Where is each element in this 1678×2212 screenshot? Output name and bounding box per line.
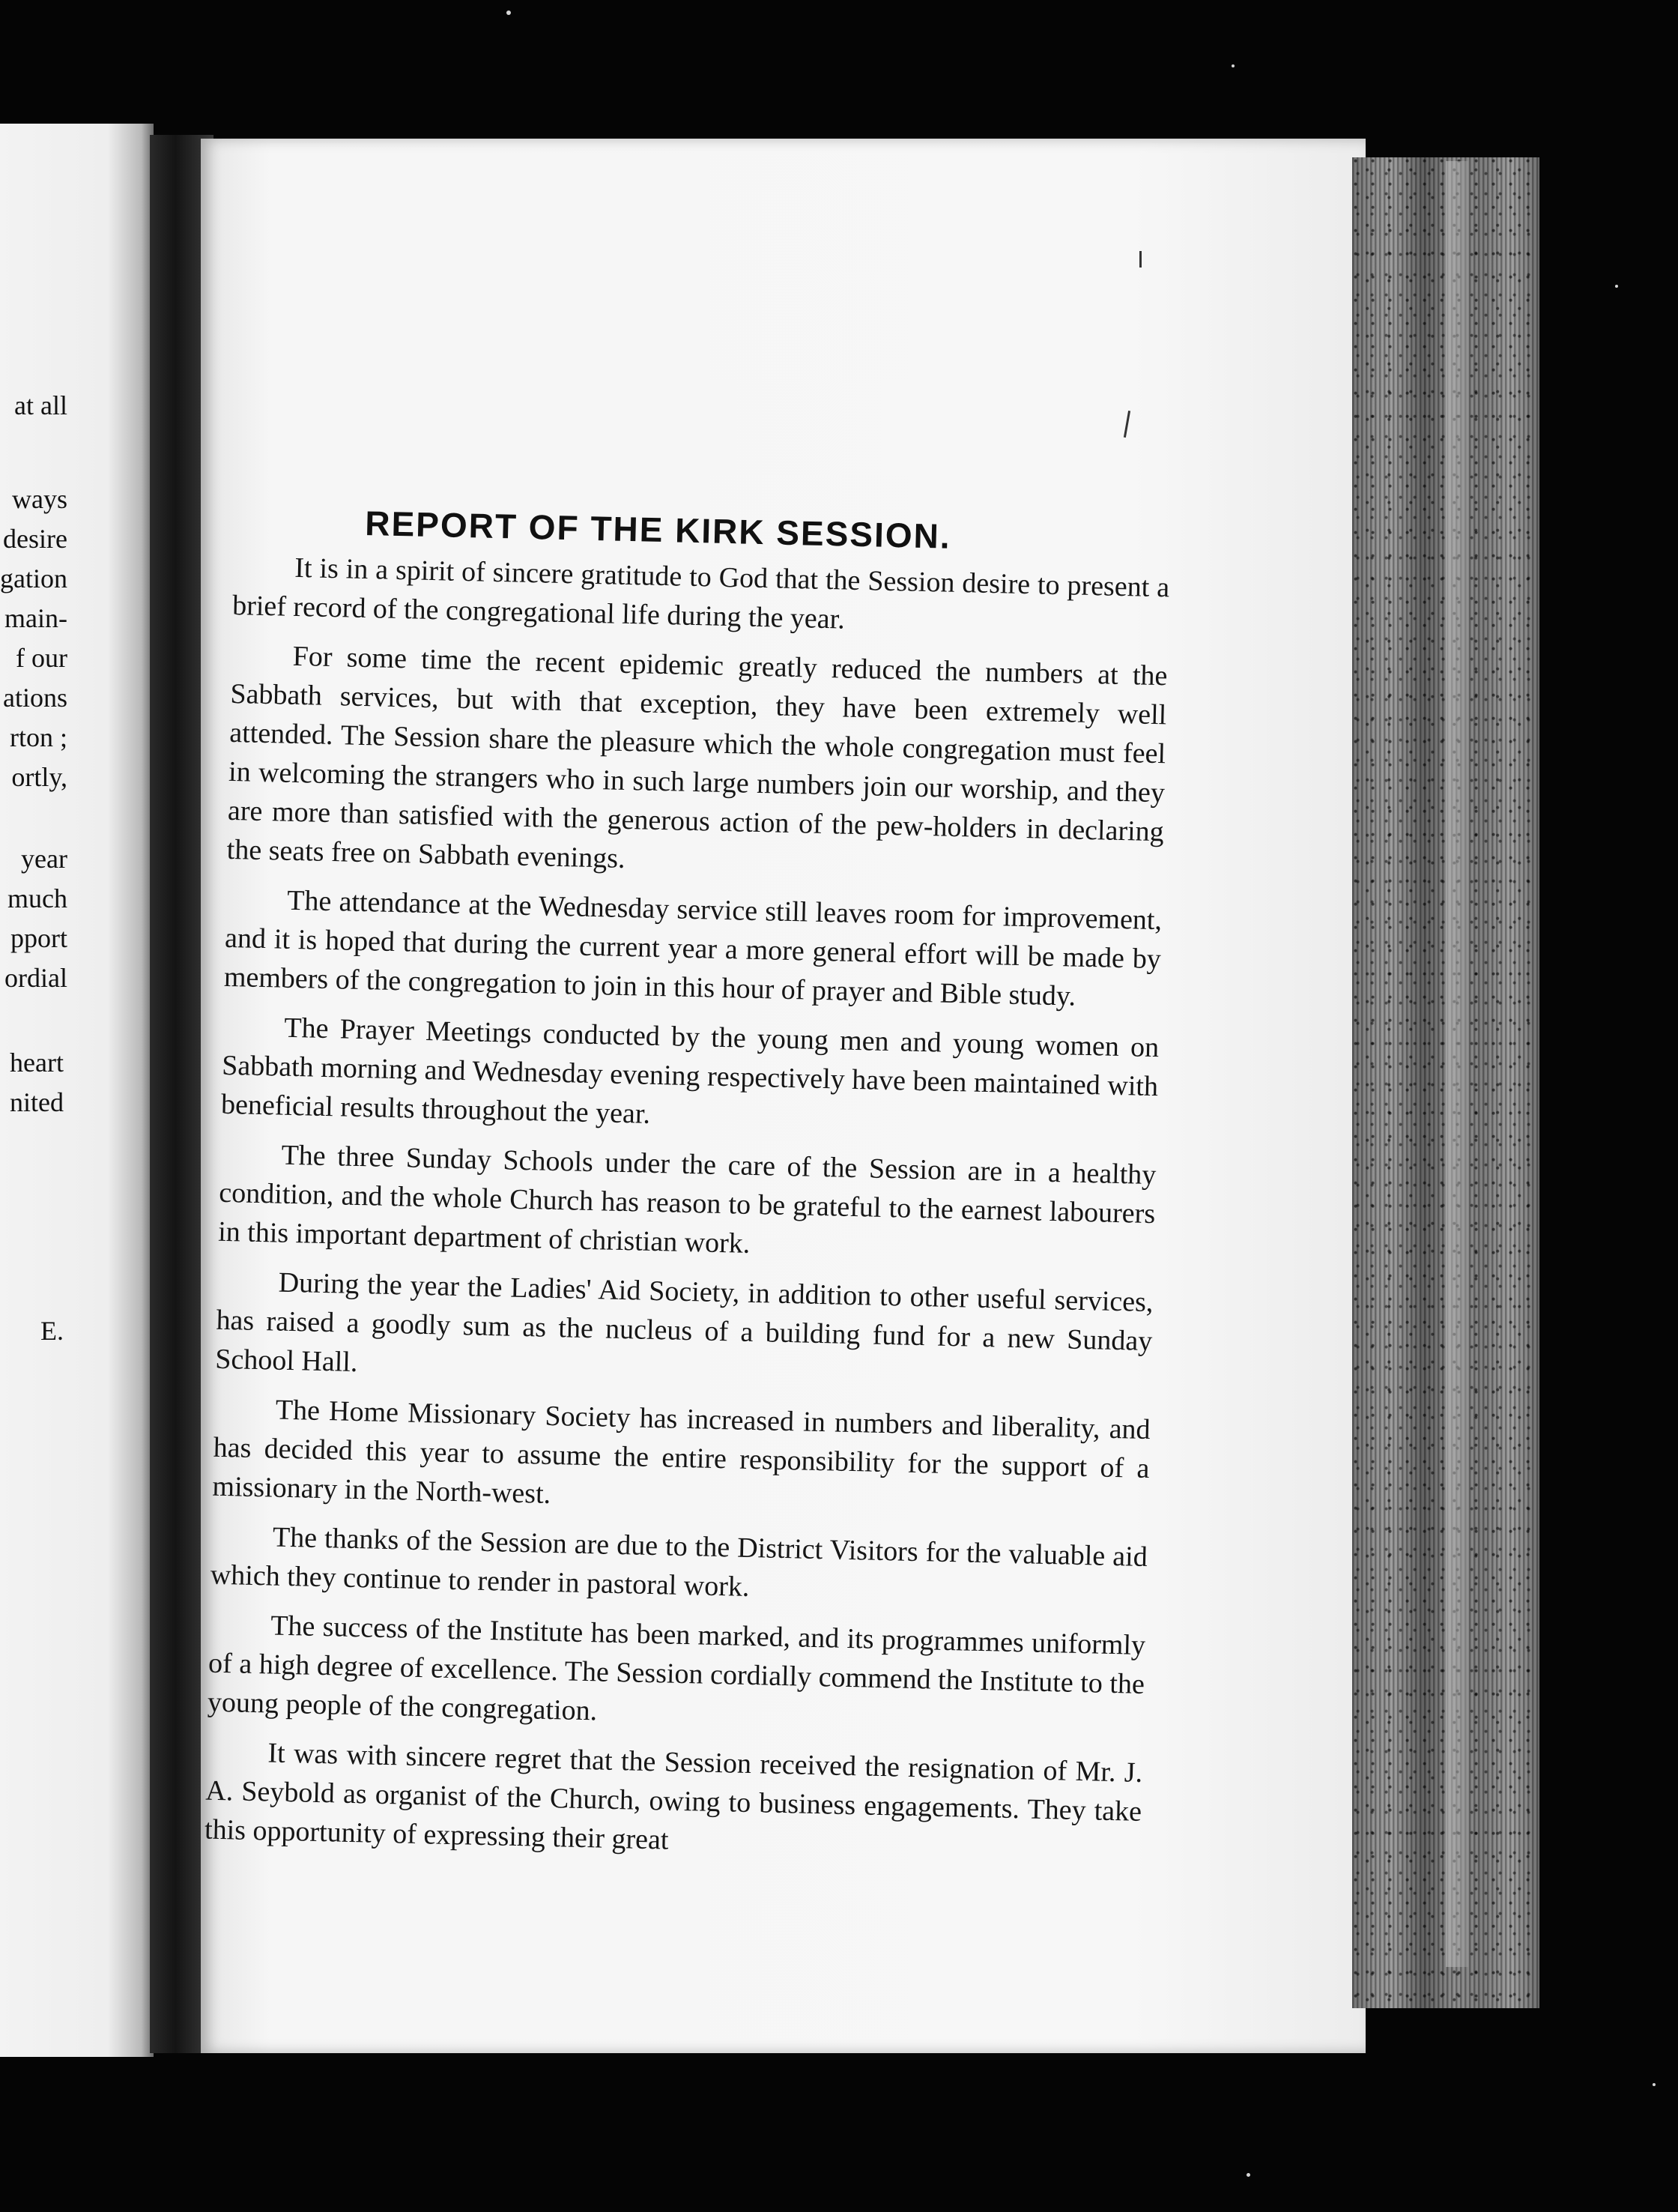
left-page-fragment: ortly, <box>11 762 67 792</box>
left-page-fragment: year <box>21 844 67 874</box>
left-page-fragment: ordial <box>4 963 67 993</box>
left-page-fragment: E. <box>40 1316 64 1346</box>
report-paragraph: For some time the recent epidemic greatly reduced the numbers at the Sabbath services, but with that exception, they have been extremely well attended. The Session share the pleasure which the whole congregation must feel in welcoming the strangers who in such large numbers join our worship, and they are more than satisfied with the generous action of the pew-holders in declaring the seats free on Sabbath evenings. <box>226 640 1168 874</box>
page-edge-lip <box>1446 161 1468 1967</box>
report-paragraph: It was with sincere regret that the Session received the resignation of Mr. J. A. Seybold as organist of the Church, owing to business engagements. They take this opportunity of expressing their great <box>204 1737 1143 1856</box>
left-facing-page <box>0 124 154 2057</box>
left-page-fragment: heart <box>10 1048 64 1078</box>
left-page-fragment: rton ; <box>10 722 67 752</box>
left-page-fragment: pport <box>10 923 67 953</box>
report-paragraph: The thanks of the Session are due to the District Visitors for the valuable aid which they continue to render in pastoral work. <box>210 1521 1148 1603</box>
report-paragraph: It is in a spirit of sincere gratitude to God that the Session desire to present a brief record of the congregational life during the year. <box>231 552 1170 635</box>
scan-speck <box>1615 285 1618 288</box>
left-page-fragment: desire <box>3 524 67 554</box>
report-title: REPORT OF THE KIRK SESSION. <box>364 503 952 556</box>
report-paragraph: The Prayer Meetings conducted by the young men and young women on Sabbath morning and Wednesday evening respectively have been maintained with beneficial results throughout the year. <box>220 1012 1160 1130</box>
left-page-fragment: main- <box>4 603 67 633</box>
report-paragraph: The three Sunday Schools under the care of the Session are in a healthy condition, and the whole Church has reason to be grateful to the earnest labourers in this important department of christian work. <box>217 1139 1157 1260</box>
left-page-fragment: gation <box>0 563 67 593</box>
scan-speck <box>1232 64 1235 67</box>
report-body <box>204 547 1169 1881</box>
report-paragraph: The success of the Institute has been marked, and its programmes uniformly of a high degree of excellence. The Session cordially commend the Institute to the young people of the congregation. <box>207 1610 1146 1727</box>
report-paragraph: The attendance at the Wednesday service still leaves room for improvement, and it is hoped that during the current year a more general effort will be made by members of the congregation to join in this hour of prayer and Bible study. <box>223 884 1163 1012</box>
left-page-fragment: nited <box>10 1087 64 1117</box>
left-page-fragment: f our <box>16 643 67 673</box>
report-paragraph: During the year the Ladies' Aid Society, in addition to other useful services, has raised a goodly sum as the nucleus of a building fund for a new Sunday School Hall. <box>214 1266 1154 1379</box>
left-page-fragment: ations <box>3 683 67 713</box>
scan-speck <box>1247 2173 1250 2177</box>
scan-speck <box>506 10 511 15</box>
left-page-fragment: much <box>7 883 67 913</box>
report-paragraph: The Home Missionary Society has increased in numbers and liberality, and has decided this year to assume the entire responsibility for the support of a missionary in the North-west. <box>212 1394 1151 1510</box>
scan-speck <box>1653 2083 1656 2086</box>
left-page-fragment: ways <box>12 484 67 514</box>
stray-mark <box>1139 251 1142 268</box>
left-page-fragment: at all <box>14 390 67 420</box>
